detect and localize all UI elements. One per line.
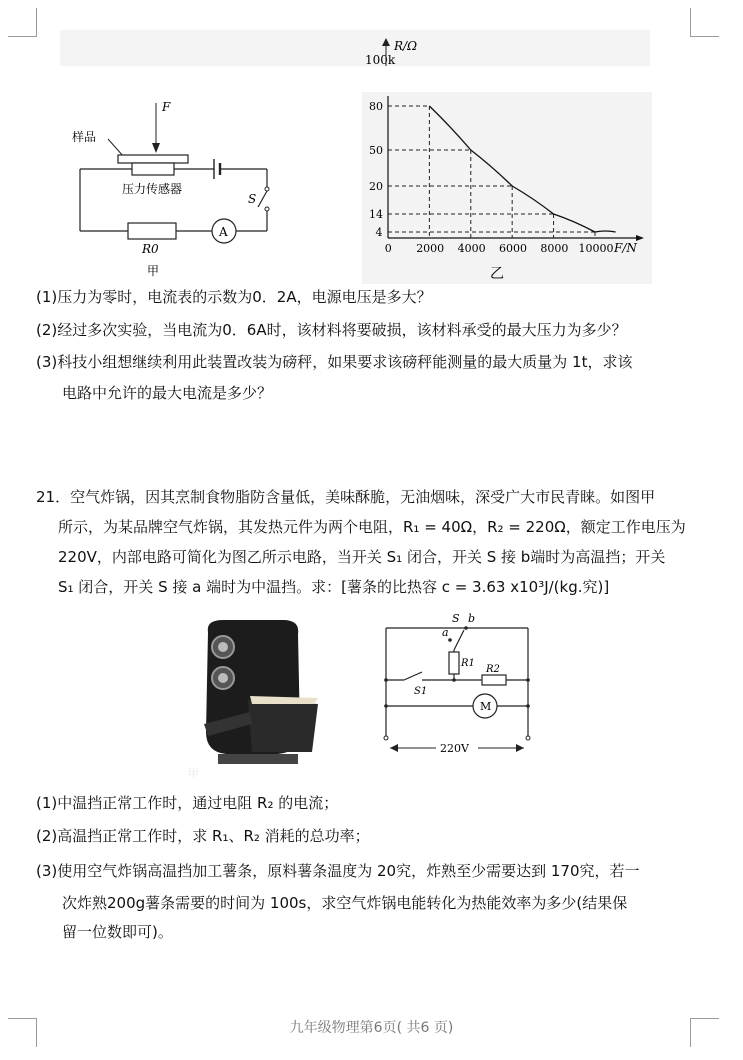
q20-sub3-line1: (3)科技小组想继续利用此装置改装为磅秤，如果要求该磅秤能测量的最大质量为 1t，求该	[36, 353, 633, 371]
q20-sub1: (1)压力为零时，电流表的示数为0．2A，电源电压是多大？	[36, 288, 432, 306]
voltage-label: 220V	[440, 742, 469, 755]
ammeter-label: A	[219, 225, 228, 239]
y-axis-label: R/Ω	[394, 39, 418, 53]
resistance-force-graph	[362, 92, 652, 284]
r0-label: R0	[142, 242, 159, 256]
sensor-label: 压力传感器	[122, 182, 183, 196]
page-footer: 九年级物理第6页( 共6 页)	[289, 1020, 454, 1036]
q21-stem-line3: 220V，内部电路可简化为图乙所示电路，当开关 S₁ 闭合，开关 S 接 b端时为高温挡；开关	[58, 548, 666, 566]
q21-sub3-line3: 留一位数即可)。	[62, 923, 173, 941]
contact-b-label: b	[468, 612, 476, 625]
y-tick-50: 50	[369, 144, 383, 157]
q21-stem-line1: 21．空气炸锅，因其烹制食物脂防含量低，美味酥脆，无油烟味，深受广大市民青睐。如图甲	[36, 488, 656, 506]
s1-label: S1	[414, 686, 428, 697]
q21-sub1: (1)中温挡正常工作时，通过电阻 R₂ 的电流；	[36, 794, 339, 812]
switch-s-label: S	[452, 612, 460, 625]
motor-label: M	[480, 700, 492, 713]
r1-label: R1	[461, 658, 475, 669]
x-tick-2000: 2000	[416, 242, 445, 255]
y-tick-80: 80	[369, 100, 383, 113]
x-tick-6000: 6000	[498, 242, 527, 255]
y-tick-20: 20	[369, 180, 383, 193]
q21-stem-line4: S₁ 闭合，开关 S 接 a 端时为中温挡。求：[薯条的比热容 c = 3.63 x10³J/(kg.究)]	[58, 578, 610, 596]
y-tick-14: 14	[369, 208, 383, 221]
q20-sub3-line2: 电路中允许的最大电流是多少？	[62, 384, 273, 402]
force-label: F	[162, 100, 171, 114]
switch-label: S	[248, 192, 257, 206]
contact-a-label: a	[442, 626, 449, 639]
sample-label: 样品	[72, 130, 97, 144]
x-tick-10000: 10000	[578, 242, 614, 255]
x-tick-0: 0	[384, 242, 392, 255]
caption-jia-1: 甲	[147, 264, 160, 278]
x-tick-8000: 8000	[540, 242, 569, 255]
y-top-label: 100k	[365, 53, 396, 67]
q21-sub3-line1: (3)使用空气炸锅高温挡加工薯条，原料薯条温度为 20究，炸熟至少需要达到 170究，若一	[36, 862, 640, 880]
svg-text:甲: 甲	[188, 767, 199, 780]
crop-mark-top-left	[8, 8, 37, 37]
q21-stem-line2: 所示，为某品牌空气炸锅，其发热元件为两个电阻，R₁ = 40Ω，R₂ = 220Ω，额定工作电压为	[58, 518, 686, 536]
crop-mark-top-right	[690, 8, 719, 37]
circuit-diagram-2	[378, 610, 543, 770]
graph-caption: 乙	[490, 266, 504, 282]
circuit-diagram-1	[62, 95, 322, 285]
q20-sub2: (2)经过多次实验，当电流为0．6A时，该材料将要破损，该材料承受的最大压力为多少？	[36, 321, 627, 339]
q21-sub2: (2)高温挡正常工作时，求 R₁、R₂ 消耗的总功率；	[36, 827, 370, 845]
air-fryer-image	[178, 612, 358, 782]
top-figure-strip	[60, 30, 660, 70]
x-tick-4000: 4000	[457, 242, 486, 255]
y-tick-4: 4	[375, 226, 383, 239]
x-axis-label: F/N	[614, 241, 637, 255]
q21-sub3-line2: 次炸熟200g薯条需要的时间为 100s，求空气炸锅电能转化为热能效率为多少(结果保	[62, 894, 628, 912]
r2-label: R2	[486, 664, 500, 675]
